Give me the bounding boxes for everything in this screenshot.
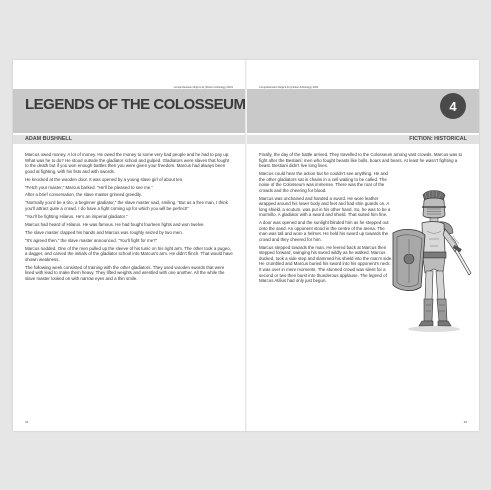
paragraph: The following week consisted of training with the other gladiators. They used wooden swords that were lined with lead to make them heavy. They lifted weights and wrestled with one another. All the while the slave master looked on with narrow eyes and a thin smile. xyxy=(25,264,225,281)
paragraph: Marcus had heard of Hilarus. He was famous. He had fought fourteen fights and won twelve. xyxy=(25,221,205,227)
author-name: ADAM BUSHNELL xyxy=(25,136,73,142)
paragraph: “It’s agreed then,” the slave master announced. “You’ll fight for me?” xyxy=(25,237,158,243)
shin-guard xyxy=(424,299,433,321)
helmet xyxy=(423,198,445,218)
paragraph: Marcus stepped towards the man. He leered back at Marcus then stepped forward, swinging his sword wildly as he walked. Marcus ducked, took a side step and slammed his shield into the man’s side. He crumbled and Marcus buried his sword into his opponent’s neck. It was over in mere moments. The stunned crowd was silent for a second or two then burst into thunderous applause. The legend of Marcus Atilius had only just begun. xyxy=(259,244,393,284)
running-head-right: Comprehension Ninja 9-11 (Fiction Anthology) 2021 xyxy=(259,86,319,89)
running-head-left: Comprehension Ninja 9-11 (Fiction Anthology) 2021 xyxy=(173,86,233,89)
shin-guard xyxy=(437,299,447,321)
paragraph: Marcus could hear the action but he couldn’t see anything. He and the other gladiators sat in chains in a cell waiting to be called. The noise of the Colosseum was immense. There was the roar of the crowds and the cheering for blood. xyxy=(259,171,388,193)
paragraph: After a brief conversation, the slave master grinned greedily. xyxy=(25,192,142,198)
paragraph: A door was opened and the sunlight blinded him as he stepped out onto the sand. An opponent stood in the centre of the arena. The man was tall and wore a helmet. He held his sword up towards the crowd and they cheered for him. xyxy=(259,220,389,242)
story-title: LEGENDS OF THE COLOSSEUM xyxy=(25,96,246,113)
right-leg xyxy=(436,271,445,301)
right-page xyxy=(247,60,479,431)
paragraph: Marcus nodded. One of the men pulled up the sleeve of his tunic on his right arm. The other took a pugeo, a dagger, and carved the initials of the gladiator school into Marcus’s arm. He didn’t flinch. That would have shown weakness. xyxy=(25,245,233,262)
page-number-right: 35 xyxy=(463,420,467,424)
paragraph: Marcus owed money. A lot of money. He owed the money to some very bad people and he had to pay up. What was he to do? He stood outside the gladiator school and gulped. Gladiators were slaves that fought to the death but if you won enough battles then you were given your freedom. Marcus had always been good at fighting, with his fists and with swords. xyxy=(25,152,230,174)
left-body-text xyxy=(25,152,233,284)
paragraph: “You’ll be fighting Hilarus. He’s an imperial gladiator.” xyxy=(25,213,128,219)
left-foot xyxy=(419,321,433,326)
left-leg xyxy=(425,271,433,301)
paragraph: “Fetch your master,” Marcus barked. “He’ll be pleased to see me.” xyxy=(25,184,153,190)
paragraph: The slave master clapped his hands and Marcus was roughly seized by two men. xyxy=(25,229,183,235)
sword xyxy=(455,249,471,275)
page-number-left: 34 xyxy=(25,420,29,424)
left-page xyxy=(13,60,245,431)
chapter-number-badge: 4 xyxy=(440,93,466,119)
book-spread xyxy=(13,60,479,431)
paragraph: Marcus was unchained and handed a sword. He wore leather wrapped around his lower body and feet and had shin guards on. A long shield, a scutum, was put in his other hand. So, he was to be a murmillo. A gladiator with a sword and shield. That suited him fine. xyxy=(259,195,391,218)
paragraph: Finally, the day of the battle arrived. They travelled to the Colosseum among vast crowds. Marcus was to fight after the Bestiarii: men who fought beasts like bulls, boars and bears. At least he wasn’t fighting a beast. Bestiarii didn’t live long lives. xyxy=(259,152,463,169)
right-foot xyxy=(438,321,451,326)
paragraph: “Normally you’d be a tiro, a beginner gladiator,” the slave master said, smiling. “But as a free man, I think you’ll attract quite a crowd. I do have a fight coming up for which you will be perfect!” xyxy=(25,200,228,211)
gladiator-illustration xyxy=(389,189,477,336)
genre-label: FICTION: HISTORICAL xyxy=(409,136,467,142)
paragraph: He knocked at the wooden door. It was opened by a young slave girl of about ten. xyxy=(25,176,184,182)
